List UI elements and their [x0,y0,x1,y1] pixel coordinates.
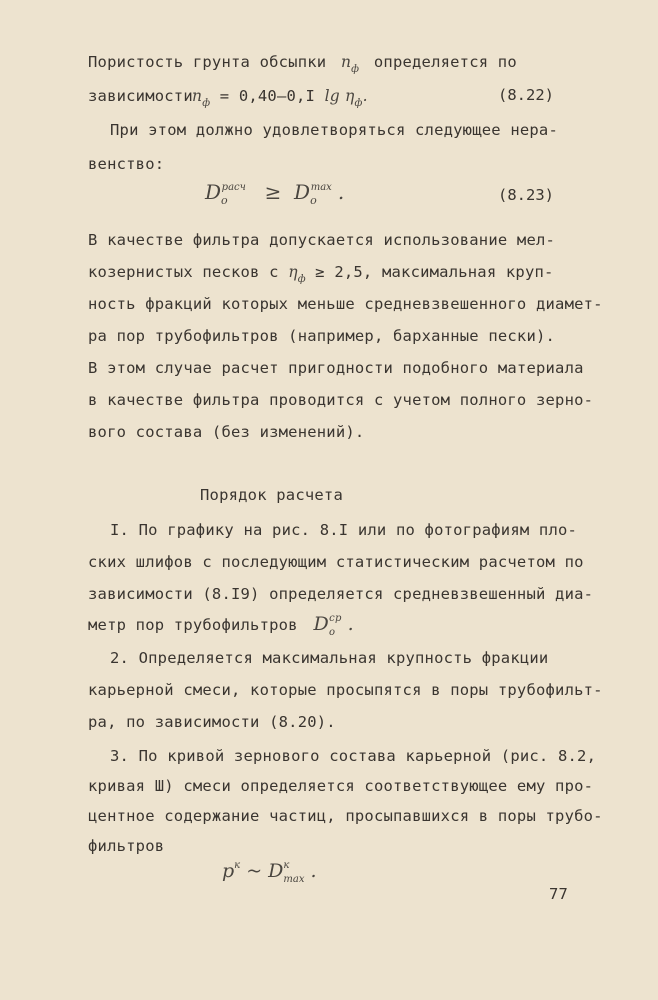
text-line: вого состава (без изменений). [88,423,365,441]
formula-8-23: $D_o^{расч} \ge D_o^{max}$ . [205,180,345,207]
text-line: 3. По кривой зернового состава карьерной (рис. 8.2, [110,747,597,765]
text-line: В качестве фильтра допускается использование мел- [88,231,556,249]
text-line: козернистых песков с $\eta_ф \ge 2,5$, максимальная круп- [88,263,554,285]
handwritten-symbol: $n_ф$ [335,53,360,75]
text-line: ра пор трубофильтров (например, барханные пески). [88,327,556,345]
text-line: зависимости [88,87,193,105]
text-line: карьерной смеси, которые просыпятся в поры трубофильт- [88,681,603,699]
text-line: ра, по зависимости (8.20). [88,713,336,731]
text-line: Пористость грунта обсыпки $n_ф$ определяется по [88,53,517,75]
text-line: венство: [88,155,165,173]
text-line: При этом должно удовлетворяться следующее нера- [110,121,558,139]
section-heading: Порядок расчета [200,486,343,504]
equation-number: (8.22) [498,86,554,104]
text-line: I. По графику на рис. 8.I или по фотографиям пло- [110,521,578,539]
text-line: ских шлифов с последующим статистическим расчетом по [88,553,584,571]
text-line: в качестве фильтра проводится с учетом полного зерно- [88,391,594,409]
text-line: 2. Определяется максимальная крупность фракции [110,649,549,667]
text-line: фильтров [88,837,165,855]
equation-number: (8.23) [498,186,554,204]
final-formula: $p^к$ ~ $D^к_{max}$ . [222,860,317,885]
page-number: 77 [549,885,569,903]
text-line: центное содержание частиц, просыпавшихся в поры трубо- [88,807,603,825]
text-line: ность фракций которых меньше средневзвешенного диамет- [88,295,603,313]
text-line: кривая Ш) смеси определяется соответствующее ему про- [88,777,594,795]
text-line: В этом случае расчет пригодности подобного материала [88,359,584,377]
formula-8-22: $n_ф = 0,40-0,I$ $\lg \eta_ф$. [192,87,368,109]
text-line: зависимости (8.I9) определяется средневзвешенный диа- [88,585,594,603]
text-line: метр пор трубофильтров $D_o^{ср}$ . [88,613,354,638]
